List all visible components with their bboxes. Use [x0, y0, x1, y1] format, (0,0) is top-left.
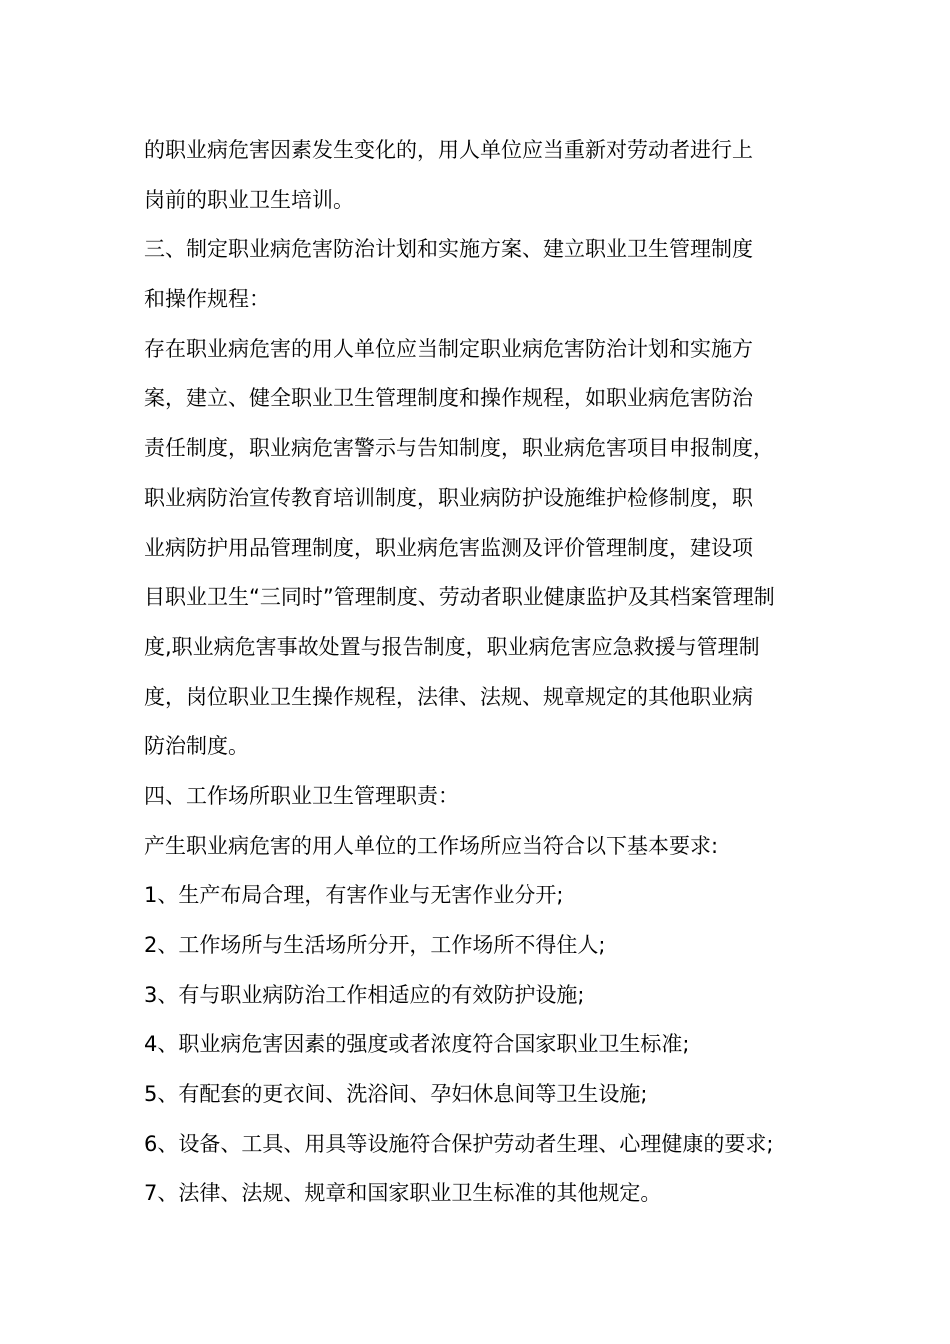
text-line-body: 职业病防治宣传教育培训制度，职业病防护设施维护检修制度，职 [144, 485, 753, 510]
text-line-body: 度,职业病危害事故处置与报告制度，职业病危害应急救援与管理制 [144, 634, 760, 659]
list-item: 6、设备、工具、用具等设施符合保护劳动者生理、心理健康的要求; [144, 1131, 774, 1156]
list-item: 7、法律、法规、规章和国家职业卫生标准的其他规定。 [144, 1181, 662, 1206]
text-line-body: 度，岗位职业卫生操作规程，法律、法规、规章规定的其他职业病 [144, 684, 753, 709]
list-item: 2、工作场所与生活场所分开，工作场所不得住人; [144, 933, 606, 957]
list-item: 4、职业病危害因素的强度或者浓度符合国家职业卫生标准; [144, 1032, 690, 1057]
list-item: 1、生产布局合理，有害作业与无害作业分开; [144, 883, 564, 908]
text-line-body: 案，建立、健全职业卫生管理制度和操作规程，如职业病危害防治 [144, 386, 753, 411]
text-line-body: 存在职业病危害的用人单位应当制定职业病危害防治计划和实施方 [144, 336, 753, 361]
text-line-body: 产生职业病危害的用人单位的工作场所应当符合以下基本要求: [144, 833, 719, 858]
text-line-body: 目职业卫生“三同时”管理制度、劳动者职业健康监护及其档案管理制 [144, 585, 775, 610]
list-item: 3、有与职业病防治工作相适应的有效防护设施; [144, 982, 585, 1007]
text-line-body: 业病防护用品管理制度，职业病危害监测及评价管理制度，建设项 [144, 535, 753, 560]
text-line-body: 防治制度。 [144, 734, 249, 759]
document-body [144, 126, 834, 1219]
section-heading-3-continuation: 和操作规程： [144, 287, 270, 312]
text-line-body: 责任制度，职业病危害警示与告知制度，职业病危害项目申报制度， [144, 436, 774, 461]
list-item: 5、有配套的更衣间、洗浴间、孕妇休息间等卫生设施; [144, 1082, 648, 1107]
text-line-paragraph-continuation: 岗前的职业卫生培训。 [144, 187, 354, 212]
section-heading-4: 四、工作场所职业卫生管理职责： [144, 783, 459, 808]
text-line-paragraph-continuation: 的职业病危害因素发生变化的，用人单位应当重新对劳动者进行上 [144, 138, 753, 162]
section-heading-3: 三、制定职业病危害防治计划和实施方案、建立职业卫生管理制度 [144, 237, 753, 262]
